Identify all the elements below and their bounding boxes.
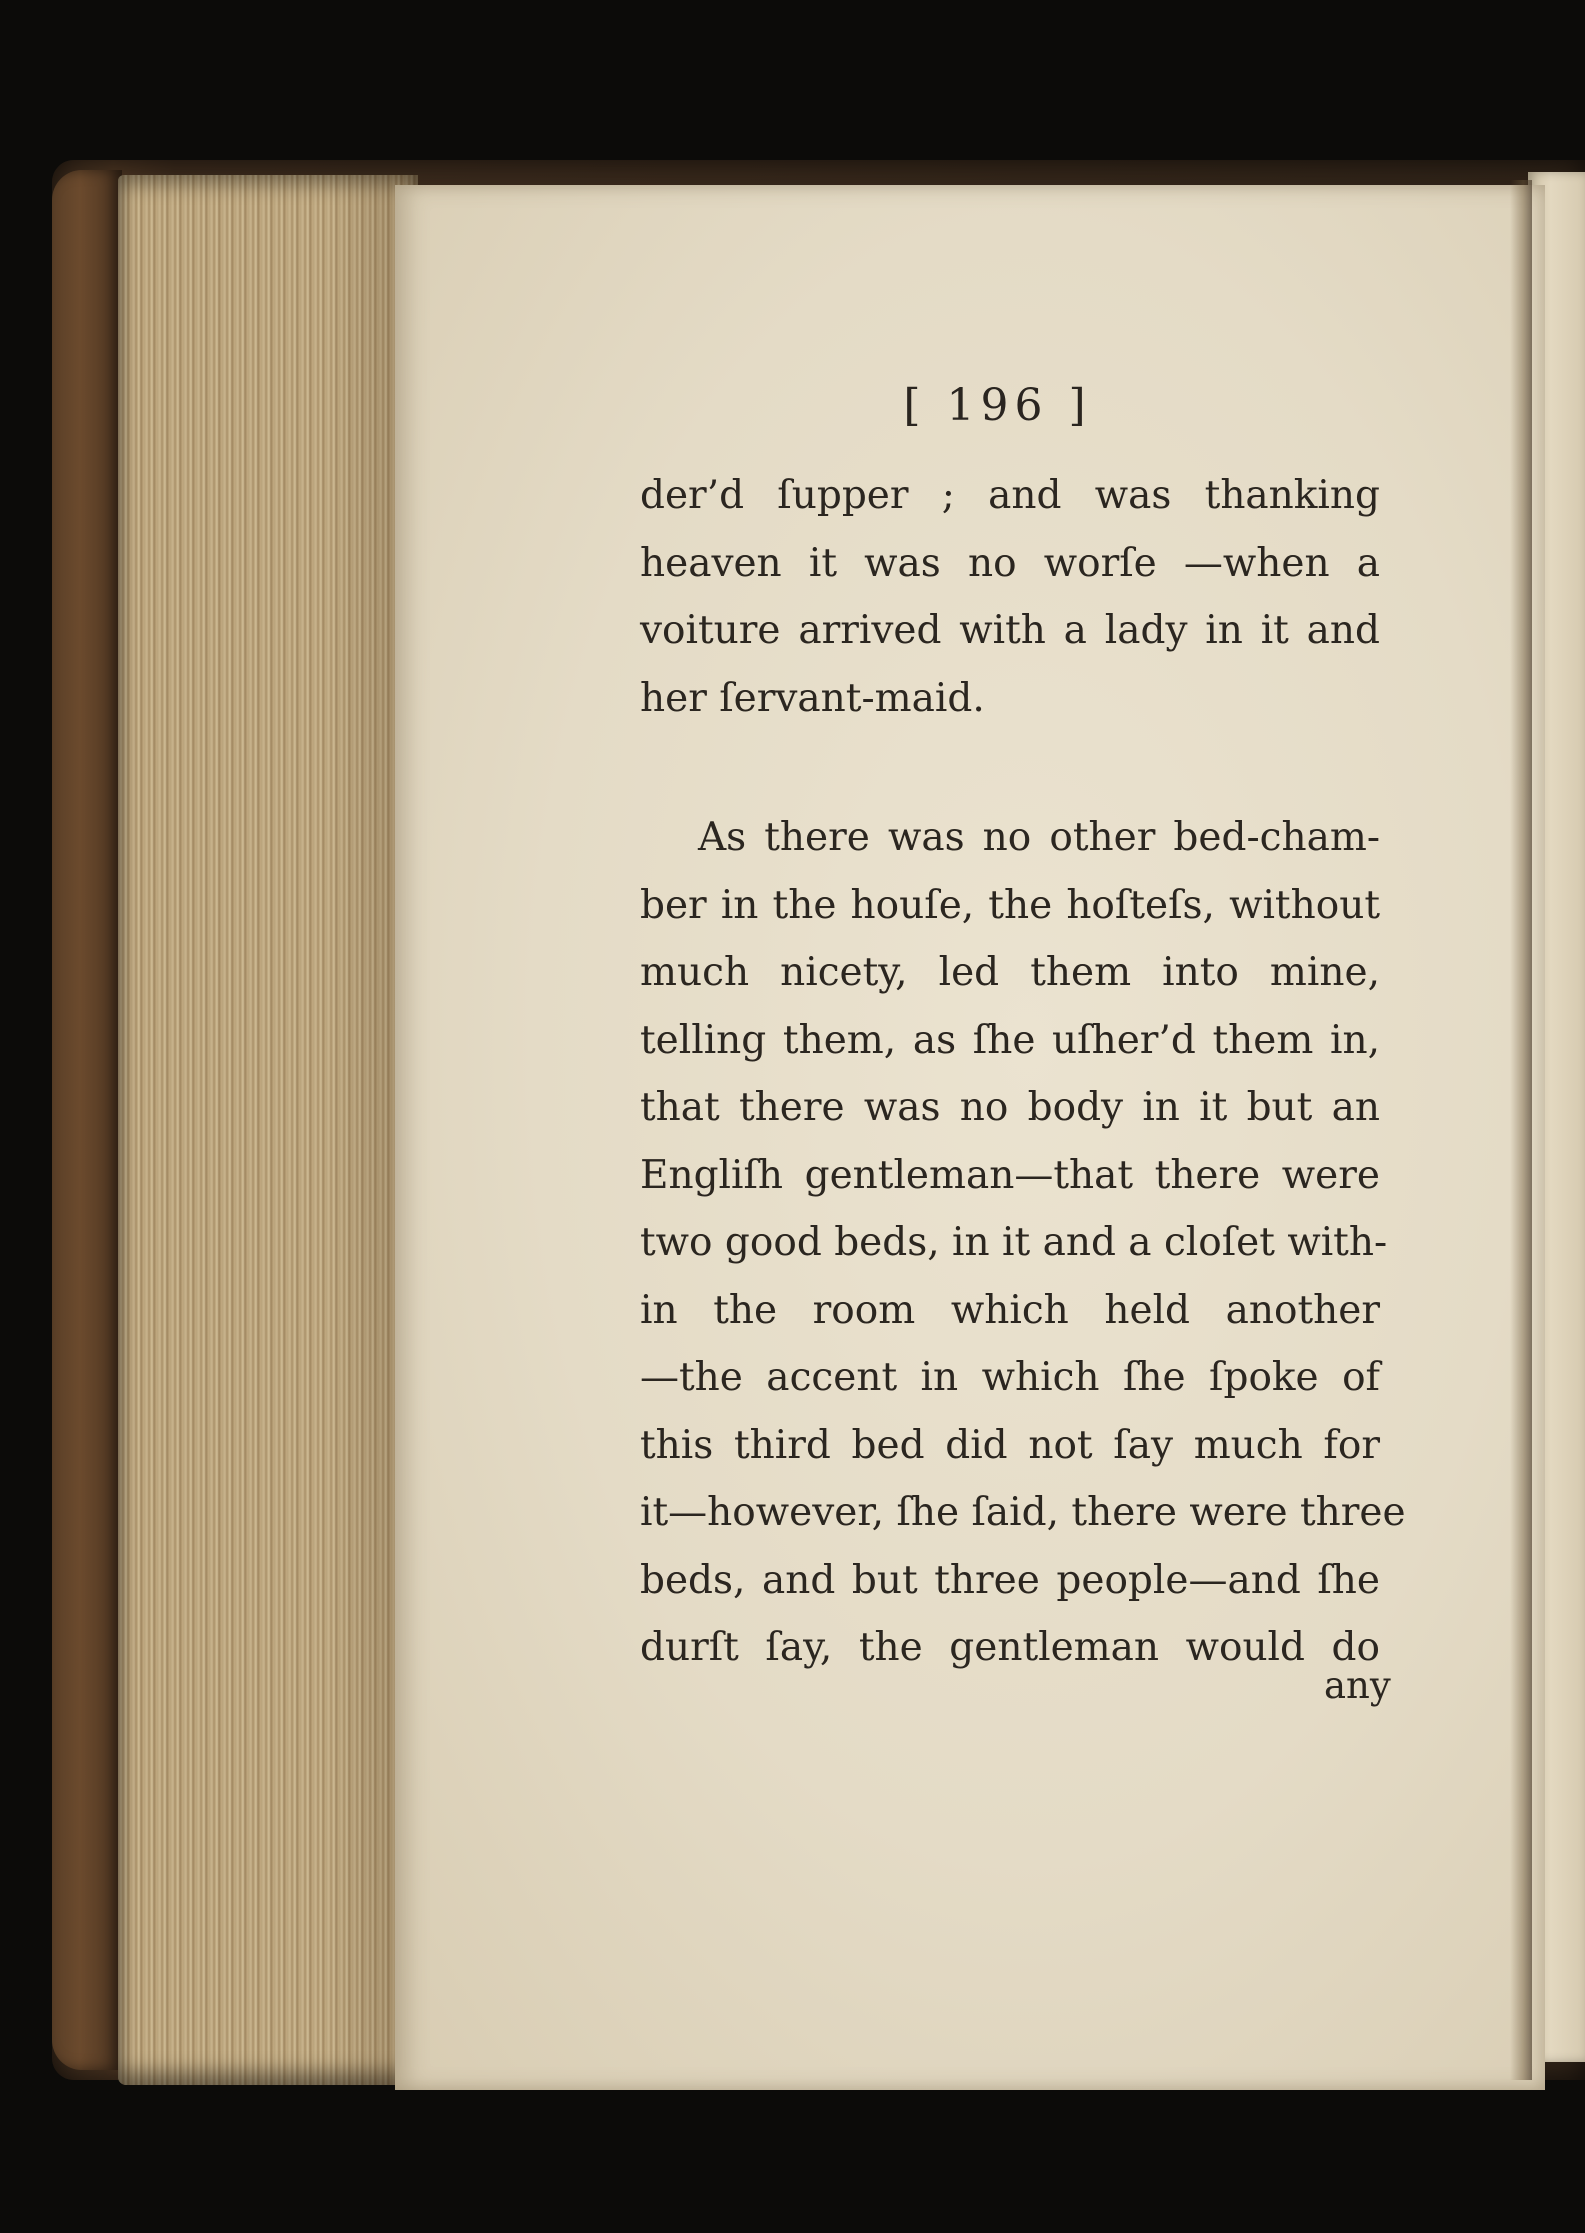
text-line: telling them, as ſhe uſher’d them in, [640, 1017, 1380, 1063]
text-line: heaven it was no worſe —when a [640, 540, 1380, 586]
text-line: —the accent in which ſhe ſpoke of [640, 1355, 1380, 1400]
text-line: voiture arrived with a lady in it and [640, 608, 1380, 653]
spine-edge [52, 170, 122, 2070]
body-text [640, 462, 1406, 1682]
text-line: her ſervant-maid. [640, 675, 985, 721]
text-line: beds, and but three people—and ſhe [640, 1557, 1380, 1603]
catchword: any [1324, 1664, 1391, 1707]
text-line: durſt ſay, the gentleman would do [640, 1625, 1380, 1670]
page-number: [ 196 ] [903, 380, 1092, 431]
page-gutter [1510, 180, 1532, 2080]
text-line: that there was no body in it but an [640, 1085, 1380, 1130]
text-line: der’d ſupper ; and was thanking [640, 473, 1380, 518]
text-line: this third bed did not ſay much for [640, 1422, 1380, 1468]
text-line: in the room which held another [640, 1287, 1380, 1333]
text-line: two good beds, in it and a cloſet with- [640, 1220, 1388, 1265]
text-line: it—however, ſhe ſaid, there were three [640, 1490, 1406, 1535]
paragraph-gap [640, 732, 1380, 804]
text-line: much nicety, led them into mine, [640, 950, 1380, 995]
text-line: As there was no other bed-cham- [698, 815, 1380, 860]
page-number-header [0, 380, 1585, 431]
text-line: Engliſh gentleman—that there were [640, 1152, 1380, 1198]
text-line: ber in the houſe, the hoſteſs, without [640, 882, 1380, 928]
